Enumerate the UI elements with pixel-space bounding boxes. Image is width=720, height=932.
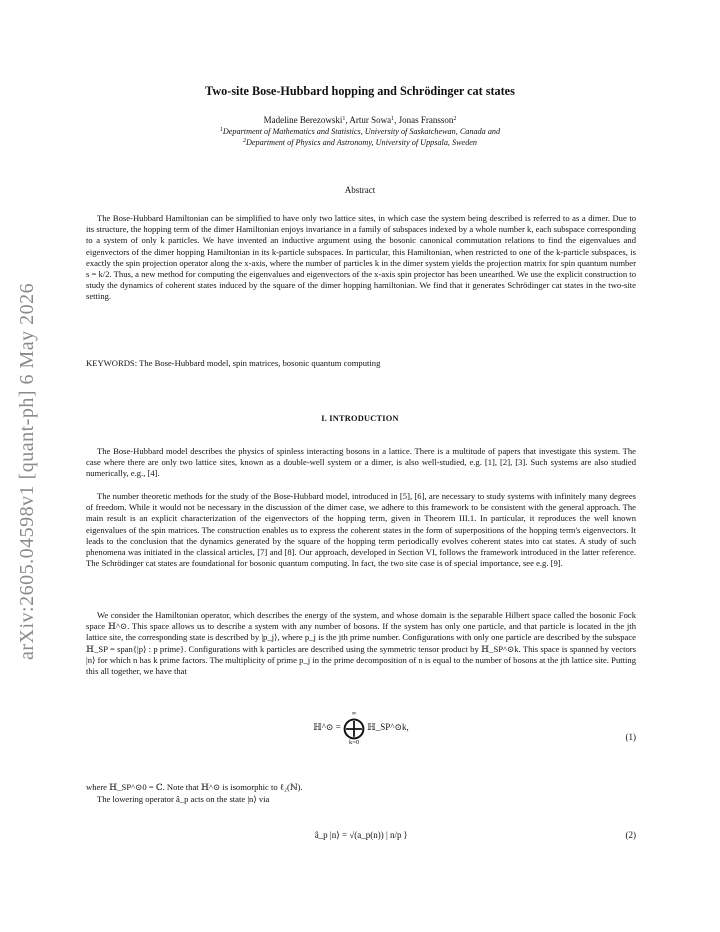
- equation-2: [86, 820, 636, 860]
- lowering-operator-intro: The lowering operator â_p acts on the state |n⟩ via: [97, 794, 270, 804]
- affiliation-1: [0, 127, 720, 136]
- author-name: Jonas Fransson: [398, 115, 454, 125]
- equation-1-rhs: ℍ_SP^⊙k,: [367, 722, 409, 733]
- affiliation-text: Department of Physics and Astronomy, University of Uppsala, Sweden: [245, 138, 478, 147]
- affiliation-mark: 1: [342, 116, 346, 122]
- affiliation-2: [0, 138, 720, 147]
- direct-sum-lower-limit: k=0: [348, 739, 360, 746]
- affiliation-text: Department of Mathematics and Statistics, University of Saskatchewan, Canada and: [222, 127, 501, 136]
- equation-1: [86, 710, 636, 770]
- affiliation-mark: 1: [219, 127, 223, 133]
- affiliation-mark: 2: [242, 138, 246, 144]
- affiliation-mark: 1: [391, 116, 395, 122]
- author-name: Artur Sowa: [349, 115, 392, 125]
- arxiv-side-stamp: [16, 250, 56, 670]
- intro-paragraph-1: The Bose-Hubbard model describes the physics of spinless interacting bosons in a lattice. There is a multitude of papers that investigate this system. The case where there are only two lattice sites, known as a double-well system or a dimer, is also well-studied, e.g. [1], [2], [3]. Such systems are also studied numerically, e.g., [4].: [86, 446, 636, 479]
- equation-1-number: (1): [625, 732, 636, 742]
- author-name: Madeline Berezowski: [263, 115, 343, 125]
- equation-2-number: (2): [625, 830, 636, 840]
- section-heading-introduction: I. INTRODUCTION: [321, 414, 399, 423]
- equation-1-lhs: ℍ^⊙ =: [313, 722, 341, 733]
- arxiv-identifier[interactable]: arXiv:2605.04598v1 [quant-ph] 6 May 2026: [16, 282, 38, 660]
- direct-sum-upper-limit: ∞: [351, 710, 357, 717]
- paper-title: Two-site Bose-Hubbard hopping and Schrödinger cat states: [205, 84, 515, 98]
- abstract-heading: Abstract: [344, 185, 376, 195]
- author-list: Madeline Berezowski$^1$, Artur Sowa$^1$, Jonas Fransson$^2$: [263, 115, 457, 125]
- equation-2-body: â_p |n⟩ = √(a_p(n)) | n/p ⟩: [314, 830, 408, 840]
- affiliation-mark: 2: [453, 116, 457, 122]
- keywords-line: KEYWORDS: The Bose-Hubbard model, spin matrices, bosonic quantum computing: [86, 358, 381, 368]
- direct-sum-symbol: ⨁: [343, 715, 366, 740]
- abstract-body: The Bose-Hubbard Hamiltonian can be simplified to have only two lattice sites, in which case the system being described is referred to as a dimer. Due to its structure, the hopping term of the dimer Hamiltonian enjoys invariance in a family of subspaces indexed by a whole number k, each subspace corresponding to a system of only k particles. We have invented an inductive argument using the bosonic canonical commutation relations to find the eigenvalues and eigenvectors of the dimer hopping Hamiltonian in its k-particle subspaces. In particular, this Hamiltonian, when restricted to one of the k-particle subspaces, is exactly the spin projection operator along the x-axis, where the number of particles k in the dimer system yields the projection matrix for spin quantum number s = k/2. Thus, a new method for computing the eigenvalues and eigenvectors of the x-axis spin projector has been unearthed. We use the explicit construction to study the dynamics of coherent states induced by the square of the dimer hopping hamiltonian. We find that it generates Schrödinger cat states in the two-site setting.: [86, 213, 636, 302]
- direct-sum-operator: [343, 710, 365, 746]
- intro-paragraph-3: We consider the Hamiltonian operator, which describes the energy of the system, and whose domain is the separable Hilbert space called the bosonic Fock space ℍ^⊙. This space allows us to describe a system with any number of bosons. If the system has only one particle, and that particle is located in the jth lattice site, the corresponding state is described by |p_j⟩, where p_j is the jth prime number. Configurations with only one particle are described by the subspace ℍ_SP = span{|p⟩ : p prime}. Configurations with k particles are described using the symmetric tensor product by ℍ_SP^⊙k. This space is spanned by vectors |n⟩ for which n has k prime factors. The multiplicity of prime p_j in the prime decomposition of n is equal to the number of bosons at the jth lattice site. Putting this all together, we have that: [86, 610, 636, 677]
- intro-paragraph-2: The number theoretic methods for the study of the Bose-Hubbard model, introduced in [5], [6], are necessary to study systems with infinitely many degrees of freedom. While it would not be necessary in the discussion of the dimer case, we adhere to this framework to be consistent with the general approach. The main result is an explicit characterization of the eigenvectors of the hopping term, given in Theorem III.1. In particular, it reproduces the well known eigenvalues of the spin matrices. The construction enables us to express the coherent states in the form of superpositions of the hopping term's eigenvectors. It leads to the conclusion that the dynamics generated by the square of the hopping term periodically evolves coherent states into cat states. A study of such phenomena was initiated in the classical articles, [7] and [8]. Our approach, developed in Section VI, follows the framework introduced in the latter reference. The Schrödinger cat states are foundational for bosonic quantum computing. In fact, the two site case is of special importance, see e.g. [9].: [86, 491, 636, 569]
- equation-1-followup: where ℍ_SP^⊙0 = ℂ. Note that ℍ^⊙ is isomorphic to ℓ₂(ℕ).: [86, 782, 303, 792]
